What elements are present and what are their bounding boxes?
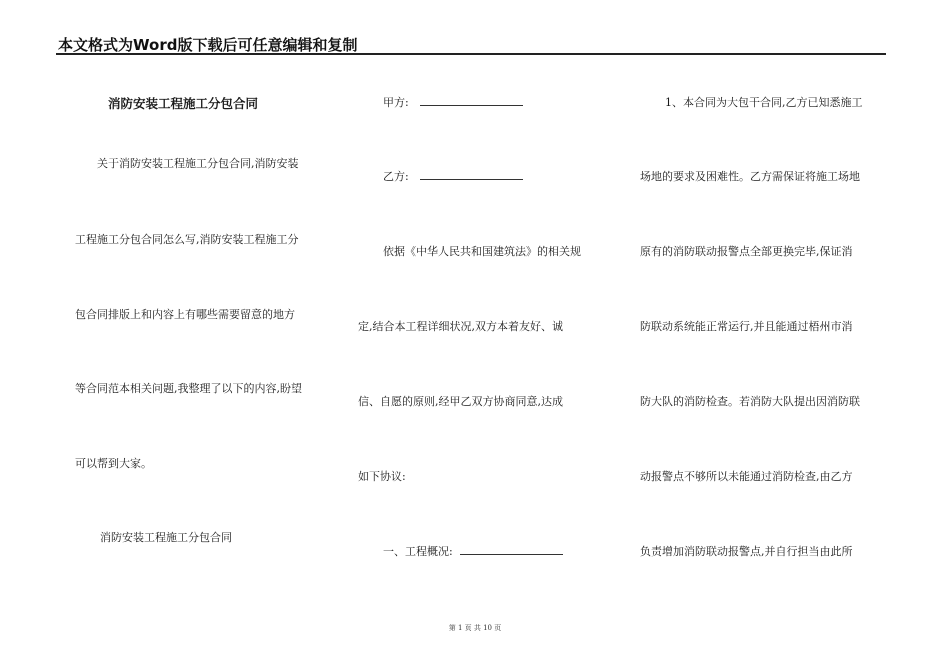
header-divider [56, 53, 886, 55]
paragraph-line: 如下协议: [358, 470, 406, 483]
paragraph-line: 等合同范本相关问题,我整理了以下的内容,盼望 [75, 382, 302, 395]
section-heading: 一、工程概况: [383, 545, 453, 558]
paragraph-line: 定,结合本工程详细状况,双方本着友好、诚 [358, 320, 563, 333]
page-number-footer: 第 1 页 共 10 页 [448, 624, 502, 632]
paragraph-line: 关于消防安装工程施工分包合同,消防安装 [97, 157, 299, 170]
paragraph-line: 原有的消防联动报警点全部更换完毕,保证消 [640, 245, 853, 258]
paragraph-line: 信、自愿的原则,经甲乙双方协商同意,达成 [358, 395, 563, 408]
paragraph-line: 工程施工分包合同怎么写,消防安装工程施工分 [75, 233, 299, 246]
paragraph-line: 防联动系统能正常运行,并且能通过梧州市消 [640, 320, 853, 333]
paragraph-line: 包合同排版上和内容上有哪些需要留意的地方 [75, 308, 295, 321]
party-b-line [383, 168, 523, 184]
party-b-label: 乙方: [383, 170, 409, 183]
party-a-line [383, 94, 523, 110]
paragraph-line: 场地的要求及困难性。乙方需保证将施工场地 [640, 170, 860, 183]
paragraph-line: 防大队的消防检查。若消防大队提出因消防联 [640, 395, 860, 408]
party-a-label: 甲方: [383, 96, 409, 109]
party-a-blank [420, 95, 523, 106]
paragraph-line: 负责增加消防联动报警点,并自行担当由此所 [640, 545, 853, 558]
paragraph-line: 1、本合同为大包干合同,乙方已知悉施工 [665, 96, 863, 109]
paragraph-line: 依据《中华人民共和国建筑法》的相关规 [383, 245, 581, 258]
document-header-banner: 本文格式为Word版下载后可任意编辑和复制 [58, 36, 358, 54]
paragraph-line: 动报警点不够所以未能通过消防检查,由乙方 [640, 470, 853, 483]
section-heading-line [383, 543, 563, 559]
project-overview-blank [460, 544, 563, 555]
contract-subtitle: 消防安装工程施工分包合同 [100, 531, 232, 544]
paragraph-line: 可以帮到大家。 [75, 457, 152, 470]
document-title: 消防安装工程施工分包合同 [108, 96, 259, 111]
party-b-blank [420, 169, 523, 180]
